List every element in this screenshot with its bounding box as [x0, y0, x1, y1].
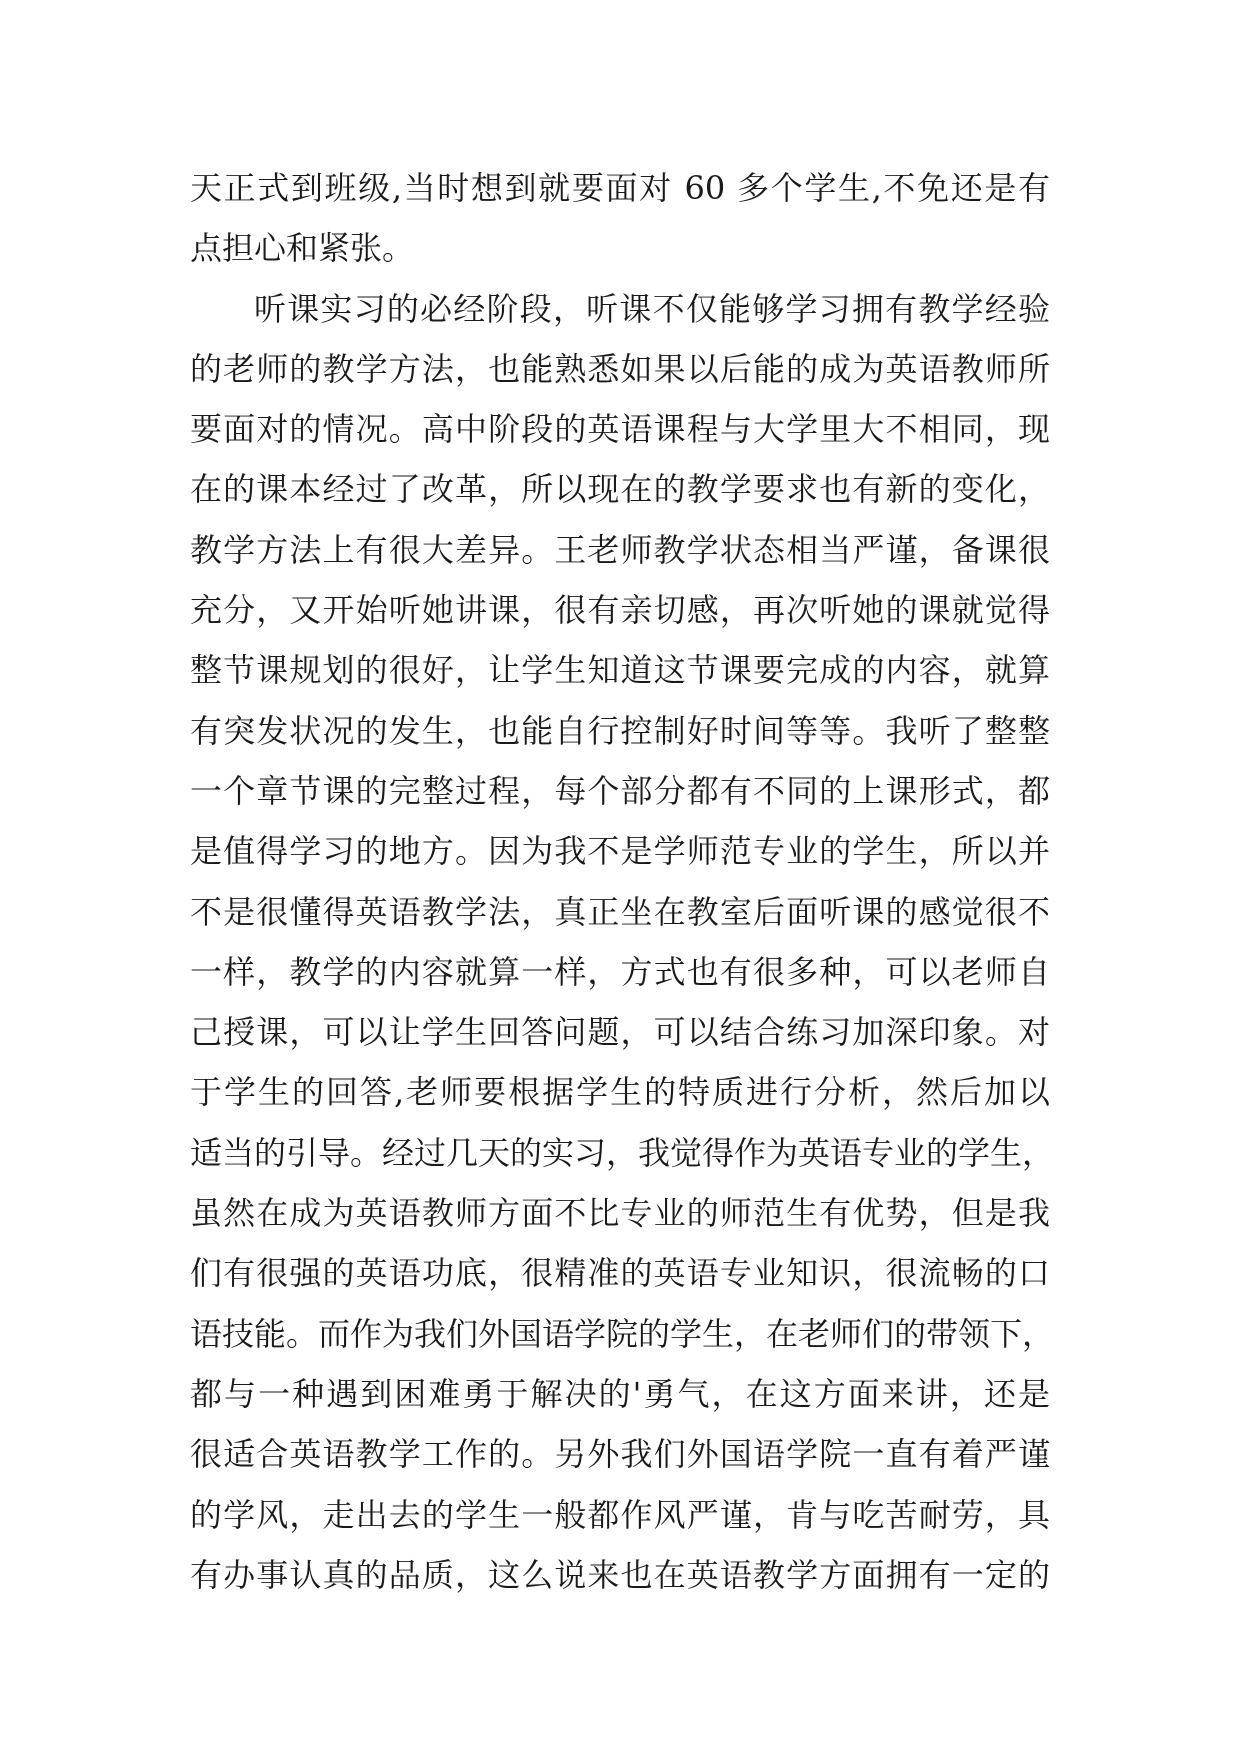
text-line: 的老师的教学方法，也能熟悉如果以后能的成为英语教师所 — [190, 349, 1050, 388]
text-line: 们有很强的英语功底，很精准的英语专业知识，很流畅的口 — [190, 1254, 1050, 1293]
text-line: 充分，又开始听她讲课，很有亲切感，再次听她的课就觉得 — [190, 591, 1050, 630]
text-line: 很适合英语教学工作的。另外我们外国语学院一直有着严谨 — [190, 1435, 1050, 1474]
text-line: 一个章节课的完整过程，每个部分都有不同的上课形式，都 — [190, 771, 1050, 810]
text-line: 一样，教学的内容就算一样，方式也有很多种，可以老师自 — [190, 952, 1050, 991]
text-line: 于学生的回答,老师要根据学生的特质进行分析，然后加以 — [190, 1073, 1050, 1112]
text-line: 适当的引导。经过几天的实习，我觉得作为英语专业的学生， — [190, 1133, 1055, 1172]
body-text — [190, 158, 1055, 1605]
text-line: 要面对的情况。高中阶段的英语课程与大学里大不相同，现 — [190, 410, 1050, 449]
text-line: 整节课规划的很好，让学生知道这节课要完成的内容，就算 — [190, 651, 1050, 690]
text-line: 不是很懂得英语教学法，真正坐在教室后面听课的感觉很不 — [190, 892, 1050, 931]
text-line: 己授课，可以让学生回答问题，可以结合练习加深印象。对 — [190, 1013, 1050, 1052]
paragraph-first-line: 听课实习的必经阶段，听课不仅能够学习拥有教学经验 — [254, 289, 1050, 328]
text-line: 天正式到班级,当时想到就要面对 60 多个学生,不免还是有 — [190, 169, 1050, 207]
text-line: 语技能。而作为我们外国语学院的学生，在老师们的带领下， — [190, 1314, 1055, 1353]
text-line: 有突发状况的发生，也能自行控制好时间等等。我听了整整 — [190, 711, 1050, 750]
text-line: 点担心和紧张。 — [190, 229, 415, 268]
text-line: 虽然在成为英语教师方面不比专业的师范生有优势，但是我 — [190, 1194, 1050, 1233]
text-line: 教学方法上有很大差异。王老师教学状态相当严谨，备课很 — [190, 530, 1050, 569]
text-line: 有办事认真的品质，这么说来也在英语教学方面拥有一定的 — [190, 1555, 1050, 1594]
text-line: 的学风，走出去的学生一般都作风严谨，肯与吃苦耐劳，具 — [190, 1495, 1050, 1534]
text-line: 都与一种遇到困难勇于解决的'勇气，在这方面来讲，还是 — [190, 1374, 1050, 1413]
text-line: 是值得学习的地方。因为我不是学师范专业的学生，所以并 — [190, 832, 1050, 871]
text-line: 在的课本经过了改革，所以现在的教学要求也有新的变化， — [190, 470, 1050, 509]
